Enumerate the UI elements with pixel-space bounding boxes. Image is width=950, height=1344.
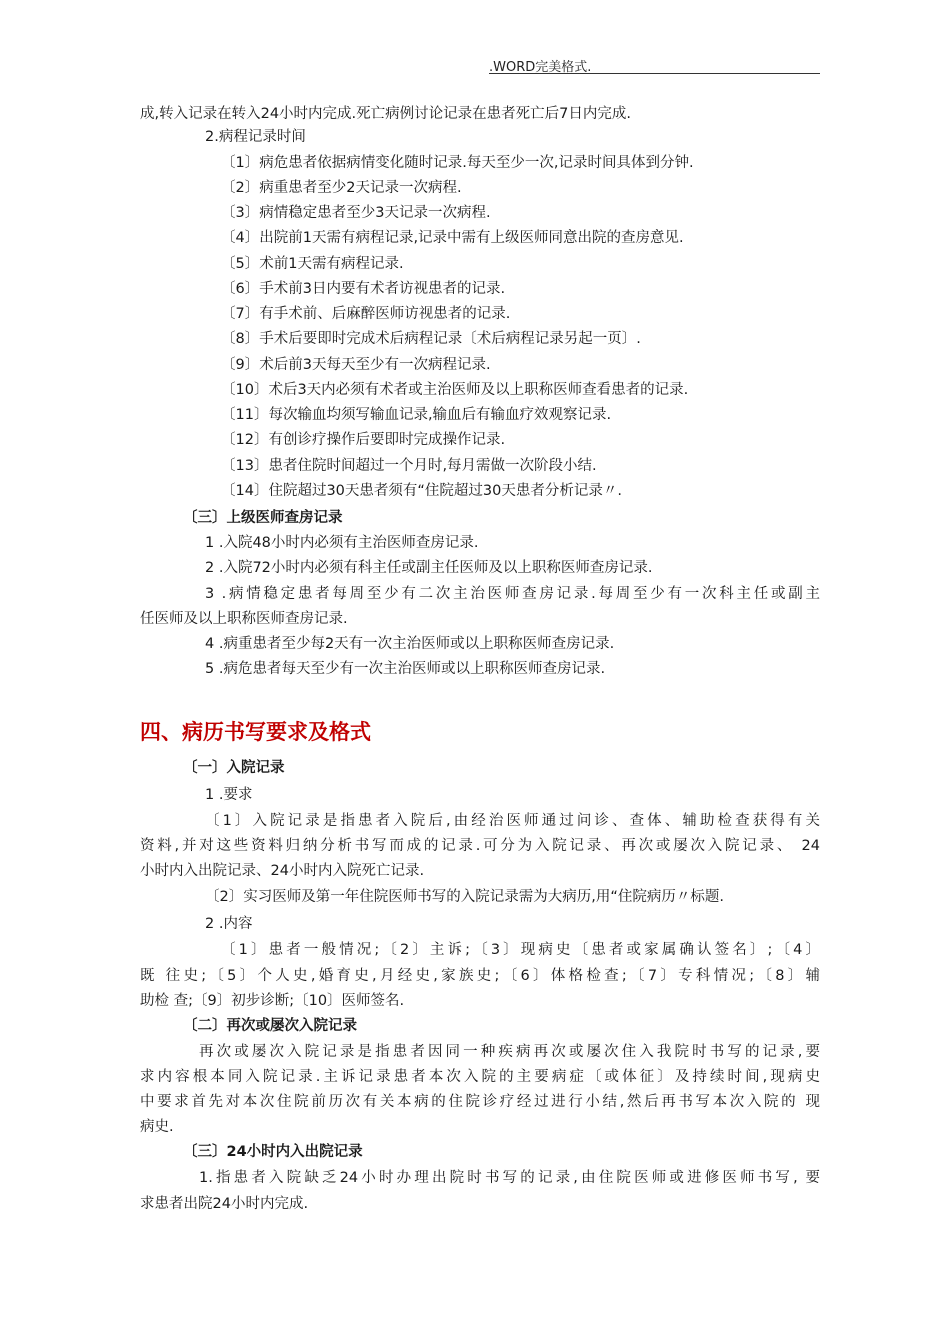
section-heading: 〔一〕入院记录 xyxy=(183,760,285,776)
rounds-item: 2 .入院72小时内必须有科主任或副主任医师及以上职称医师查房记录. xyxy=(205,560,653,576)
paragraph-line: 资料,并对这些资料归纳分析书写而成的记录.可分为入院记录、再次或屡次入院记录、 24 xyxy=(140,838,820,854)
intro-text: 成,转入记录在转入24小时内完成.死亡病例讨论记录在患者死亡后7日内完成. xyxy=(140,106,632,122)
subsection-title: 1 .要求 xyxy=(205,787,253,803)
rounds-item: 1 .入院48小时内必须有主治医师查房记录. xyxy=(205,535,479,551)
paragraph-line: 〔2〕实习医师及第一年住院医师书写的入院记录需为大病历,用“住院病历〃标题. xyxy=(205,889,724,905)
course-item: 〔8〕手术后要即时完成术后病程记录〔术后病程记录另起一页〕. xyxy=(221,331,641,347)
rounds-item: 5 .病危患者每天至少有一次主治医师或以上职称医师查房记录. xyxy=(205,661,606,677)
paragraph-line: 再次或屡次入院记录是指患者因同一种疾病再次或屡次住入我院时书写的记录,要 xyxy=(199,1044,820,1060)
course-item: 〔3〕病情稳定患者至少3天记录一次病程. xyxy=(221,205,491,221)
rounds-item-continuation: 任医师及以上职称医师查房记录. xyxy=(140,611,348,627)
course-item: 〔6〕手术前3日内要有术者访视患者的记录. xyxy=(221,281,506,297)
course-item: 〔13〕患者住院时间超过一个月时,每月需做一次阶段小结. xyxy=(221,458,597,474)
paragraph-line: 助检 查;〔9〕初步诊断;〔10〕医师签名. xyxy=(140,993,405,1009)
paragraph-line: 求内容根本同入院记录.主诉记录患者本次入院的主要病症〔或体征〕及持续时间,现病史 xyxy=(140,1069,820,1085)
paragraph-line: 中要求首先对本次住院前历次有关本病的住院诊疗经过进行小结,然后再书写本次入院的 现 xyxy=(140,1094,820,1110)
rounds-item: 3 .病情稳定患者每周至少有二次主治医师查房记录.每周至少有一次科主任或副主 xyxy=(205,586,820,602)
section-heading: 〔三〕上级医师查房记录 xyxy=(183,510,343,526)
chapter-heading: 四、病历书写要求及格式 xyxy=(140,720,371,744)
course-item: 〔10〕术后3天内必须有术者或主治医师及以上职称医师查看患者的记录. xyxy=(221,382,689,398)
paragraph-line: 病史. xyxy=(140,1119,174,1135)
course-item: 〔12〕有创诊疗操作后要即时完成操作记录. xyxy=(221,432,506,448)
header-rule xyxy=(489,73,820,74)
paragraph-line: 小时内入出院记录、24小时内入院死亡记录. xyxy=(140,863,425,879)
course-item: 〔4〕出院前1天需有病程记录,记录中需有上级医师同意出院的查房意见. xyxy=(221,230,684,246)
course-item: 〔2〕病重患者至少2天记录一次病程. xyxy=(221,180,462,196)
course-item: 〔1〕病危患者依据病情变化随时记录.每天至少一次,记录时间具体到分钟. xyxy=(221,155,694,171)
subsection-title: 2 .内容 xyxy=(205,916,253,932)
paragraph-line: 既 往史;〔5〕个人史,婚育史,月经史,家族史;〔6〕体格检查;〔7〕专科情况;〔8〕辅 xyxy=(140,968,820,984)
paragraph-line: 1.指患者入院缺乏24小时办理出院时书写的记录,由住院医师或进修医师书写, 要 xyxy=(199,1170,820,1186)
section-heading: 〔二〕再次或屡次入院记录 xyxy=(183,1018,357,1034)
rounds-item: 4 .病重患者至少每2天有一次主治医师或以上职称医师查房记录. xyxy=(205,636,615,652)
course-item: 〔7〕有手术前、后麻醉医师访视患者的记录. xyxy=(221,306,511,322)
paragraph-line: 〔1〕患者一般情况;〔2〕主诉;〔3〕现病史〔患者或家属确认签名〕;〔4〕 xyxy=(221,942,820,958)
course-item: 〔5〕术前1天需有病程记录. xyxy=(221,256,404,272)
course-item: 〔11〕每次输血均须写输血记录,输血后有输血疗效观察记录. xyxy=(221,407,612,423)
section-heading: 〔三〕24小时内入出院记录 xyxy=(183,1144,363,1160)
paragraph-line: 求患者出院24小时内完成. xyxy=(140,1196,309,1212)
course-item: 〔9〕术后前3天每天至少有一次病程记录. xyxy=(221,357,491,373)
paragraph-line: 〔1〕入院记录是指患者入院后,由经治医师通过问诊、查体、辅助检查获得有关 xyxy=(205,813,820,829)
page-header: .WORD完美格式. xyxy=(489,60,592,75)
course-item: 〔14〕住院超过30天患者须有“住院超过30天患者分析记录〃. xyxy=(221,483,622,499)
course-record-title: 2.病程记录时间 xyxy=(205,129,306,145)
